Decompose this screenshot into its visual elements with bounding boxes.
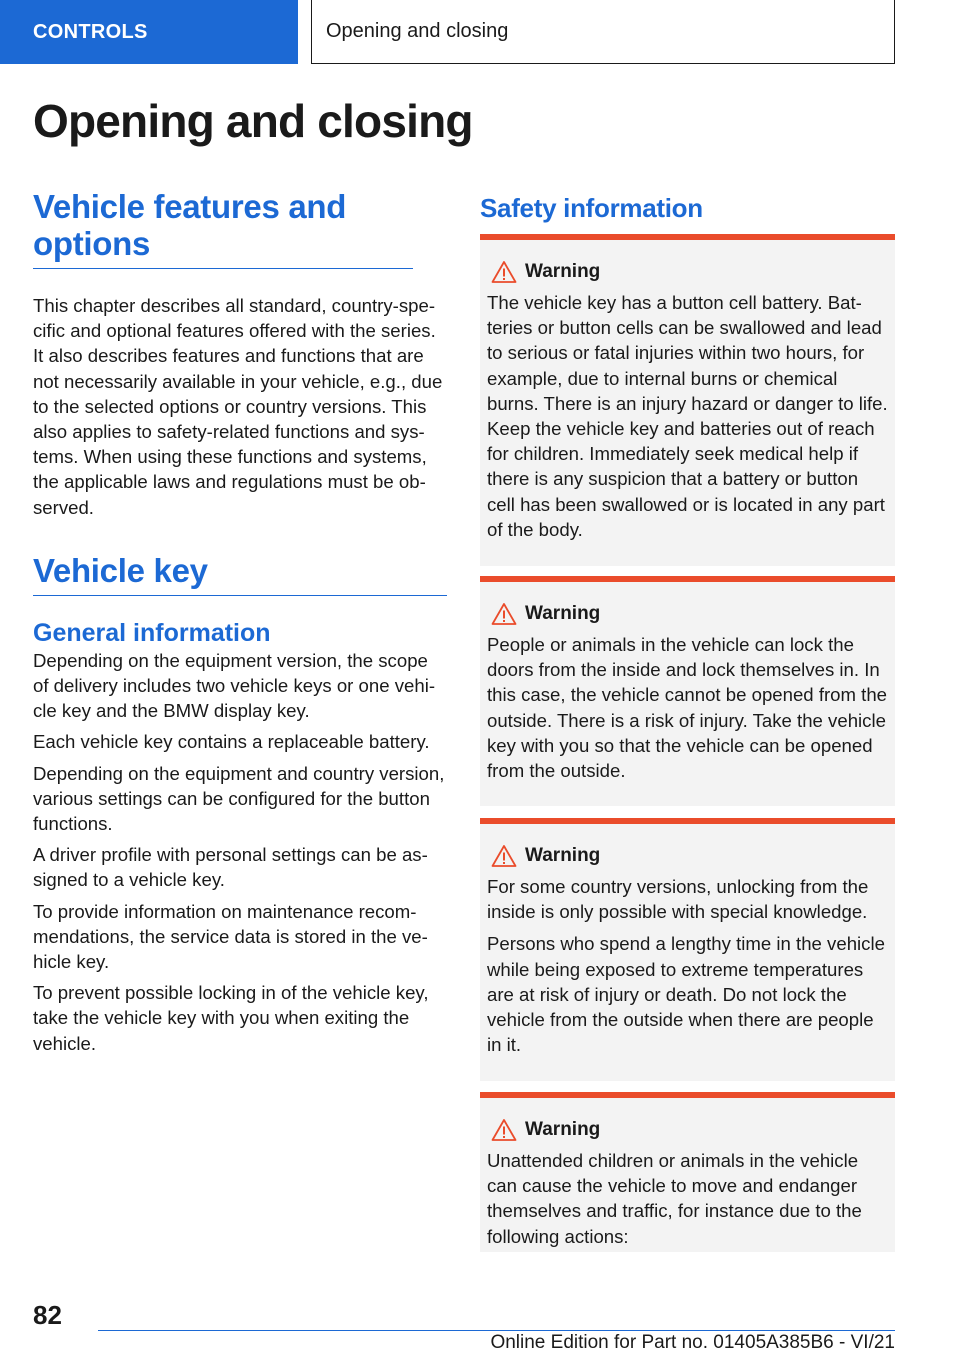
warning-text: For some country versions, unlocking from the inside is only possible with special knowledge.	[487, 876, 869, 923]
warning-header	[487, 1116, 888, 1144]
general-paragraph-6: To prevent possible locking in of the vehicle key, take the vehicle key with you when exiting the vehicle.	[33, 982, 429, 1054]
warning-header	[487, 600, 888, 628]
general-info-heading: General information	[33, 618, 271, 647]
warning-text: The vehicle key has a button cell battery. Batteries or button cells can be swallowed and lead to serious or fatal injuries within two hours, for example, due to internal burns or chemical burns. There is an injury hazard or danger to life. Keep the vehicle key and batteries out of reach for children. Immediately seek medical help if there is any suspicion that a battery or button cell has been swallowed or is located in any part of the body.	[487, 292, 888, 540]
warning-triangle-icon	[491, 844, 517, 868]
footer-rule	[98, 1330, 895, 1331]
warning-triangle-icon	[491, 1118, 517, 1142]
safety-heading: Safety information	[480, 193, 703, 223]
chapter-label: CONTROLS	[33, 20, 148, 43]
general-paragraph-1: Depending on the equipment version, the scope of delivery includes two vehicle keys or one vehicle key and the BMW display key.	[33, 649, 436, 722]
left-column	[33, 188, 447, 1056]
general-paragraph-2: Each vehicle key contains a replaceable battery.	[33, 731, 430, 753]
warning-title: Warning	[525, 845, 601, 866]
vehicle-key-heading: Vehicle key	[33, 552, 447, 596]
warning-header	[487, 258, 888, 286]
warning-triangle-icon	[491, 602, 517, 626]
features-heading: Vehicle features and options	[33, 188, 413, 269]
warning-title: Warning	[525, 1119, 601, 1140]
warning-box-4	[480, 1092, 895, 1252]
warning-text: People or animals in the vehicle can lock the doors from the inside and lock themselves in. In this case, the vehicle cannot be opened from the outside. There is a risk of injury. Take the vehicle key with you so that the vehicle can be opened from the outside.	[487, 634, 888, 782]
section-tab	[311, 0, 895, 64]
right-column	[480, 188, 895, 1247]
section-label: Opening and closing	[326, 20, 509, 42]
page-title: Opening and closing	[33, 95, 473, 147]
warning-box-3	[480, 818, 895, 1081]
general-paragraph-4: A driver profile with personal settings can be assigned to a vehicle key.	[33, 844, 428, 891]
warning-box-2	[480, 576, 895, 806]
features-text: This chapter describes all standard, country-specific and optional features offered with the series. It also describes features and functions that are not necessarily available in your vehicle, e.g., due to the selected options or country versions. This also applies to safety-related functions and systems. When using these functions and systems, the applicable laws and regulations must be observed.	[33, 295, 443, 518]
footer-edition: Online Edition for Part no. 01405A385B6 - VI/21	[490, 1332, 895, 1353]
general-paragraph-3: Depending on the equipment and country version, various settings can be configured for the button functions.	[33, 762, 445, 835]
chapter-tab	[0, 0, 298, 64]
warning-header	[487, 842, 888, 870]
general-paragraph-5: To provide information on maintenance recommendations, the service data is stored in the vehicle key.	[33, 900, 428, 973]
warning-title: Warning	[525, 603, 601, 624]
warning-title: Warning	[525, 261, 601, 282]
warning-text: Persons who spend a lengthy time in the vehicle while being exposed to extreme temperatures are at risk of injury or death. Do not lock the vehicle from the outside when there are people in it.	[487, 933, 885, 1056]
warning-box-1	[480, 234, 895, 566]
page-number: 82	[33, 1300, 62, 1330]
warning-triangle-icon	[491, 260, 517, 284]
warning-text: Unattended children or animals in the vehicle can cause the vehicle to move and endanger themselves and traffic, for instance due to the following actions:	[487, 1150, 862, 1247]
